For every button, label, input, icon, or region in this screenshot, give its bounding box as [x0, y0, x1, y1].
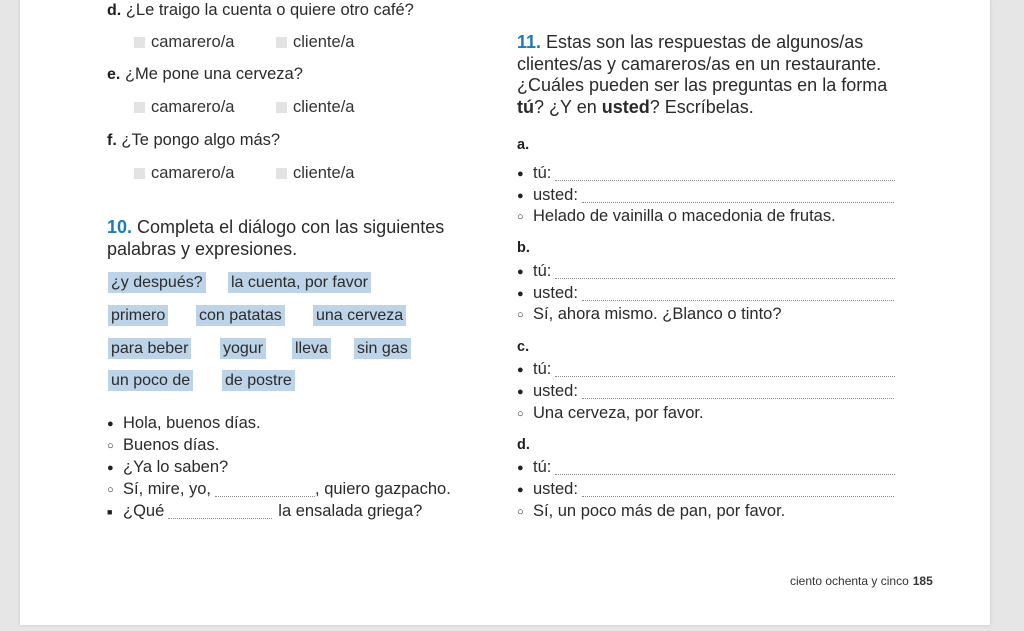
bullet-filled-icon: ●: [517, 461, 524, 474]
answer-text: Sí, un poco más de pan, por favor.: [533, 502, 786, 520]
question-text: ¿Me pone una cerveza?: [124, 65, 303, 83]
word-chip: sin gas: [354, 338, 411, 359]
checkbox[interactable]: [276, 102, 287, 113]
answer-given: [517, 305, 782, 324]
word-chip: la cuenta, por favor: [228, 272, 371, 293]
bullet-filled-icon: ●: [517, 483, 524, 496]
bold-term: usted: [601, 96, 650, 117]
question-letter: d.: [107, 2, 122, 19]
answer-input[interactable]: [582, 384, 894, 399]
answer-given: [517, 404, 704, 423]
dialogue-text: ¿Ya lo saben?: [123, 458, 229, 476]
blank-input[interactable]: [215, 482, 315, 497]
bullet-hollow-icon: ○: [107, 439, 114, 452]
question-f: [107, 131, 280, 150]
answer-line-usted: [517, 480, 894, 499]
answer-input[interactable]: [555, 362, 895, 377]
answer-input[interactable]: [555, 460, 895, 475]
bullet-filled-icon: ●: [517, 385, 524, 398]
checkbox[interactable]: [134, 168, 145, 179]
option-label: camarero/a: [151, 98, 235, 116]
item-letter: a.: [517, 137, 530, 153]
answer-line-tu: [517, 360, 895, 379]
answer-input[interactable]: [555, 166, 895, 181]
option-label: camarero/a: [151, 33, 235, 51]
answer-text: Sí, ahora mismo. ¿Blanco o tinto?: [533, 305, 782, 323]
bullet-hollow-icon: ○: [517, 407, 524, 420]
exercise-number: 10.: [107, 217, 133, 237]
question-text: ¿Te pongo algo más?: [121, 131, 281, 149]
bullet-square-icon: ■: [107, 506, 113, 517]
line-label: tú:: [533, 458, 552, 476]
word-chip: un poco de: [108, 370, 193, 391]
answer-line-usted: [517, 284, 894, 303]
answer-input[interactable]: [555, 264, 895, 279]
answer-input[interactable]: [582, 482, 894, 497]
question-text: ¿Le traigo la cuenta o quiere otro café?: [125, 1, 414, 19]
answer-line-tu: [517, 164, 895, 183]
page-footer: [790, 574, 933, 588]
checkbox[interactable]: [276, 37, 287, 48]
option-label: cliente/a: [293, 164, 355, 182]
dialogue-text: Sí, mire, yo,: [123, 480, 212, 498]
checkbox[interactable]: [134, 102, 145, 113]
page-number-text: ciento ochenta y cinco: [790, 574, 909, 588]
option-cliente[interactable]: [276, 98, 354, 117]
dialogue-text: Buenos días.: [123, 436, 220, 454]
line-label: tú:: [533, 360, 552, 378]
dialogue-line: [107, 436, 219, 455]
answer-line-tu: [517, 458, 895, 477]
dialogue-text: , quiero gazpacho.: [315, 480, 451, 498]
option-cliente[interactable]: [276, 164, 354, 183]
bullet-hollow-icon: ○: [517, 308, 524, 321]
blank-input[interactable]: [168, 504, 272, 519]
word-chip: ¿y después?: [108, 272, 206, 293]
bullet-filled-icon: ●: [517, 363, 524, 376]
answer-text: Helado de vainilla o macedonia de frutas.: [533, 207, 836, 225]
option-label: camarero/a: [151, 164, 235, 182]
bullet-filled-icon: ●: [517, 189, 524, 202]
checkbox[interactable]: [134, 37, 145, 48]
exercise-instruction: ? ¿Y en: [534, 96, 602, 117]
bullet-filled-icon: ●: [107, 417, 114, 430]
answer-given: [517, 207, 836, 226]
word-chip: una cerveza: [313, 305, 406, 326]
dialogue-text: ¿Qué: [123, 502, 165, 520]
exercise-11-title: [517, 32, 912, 118]
question-letter: e.: [107, 66, 121, 83]
bold-term: tú: [517, 96, 534, 117]
exercise-instruction: ? Escríbelas.: [649, 96, 754, 117]
answer-text: Una cerveza, por favor.: [533, 404, 704, 422]
line-label: usted:: [533, 284, 578, 302]
option-camarero[interactable]: [134, 33, 234, 52]
item-letter: d.: [517, 437, 530, 453]
item-letter: c.: [517, 339, 530, 355]
textbook-page: [20, 0, 990, 625]
line-label: usted:: [533, 480, 578, 498]
dialogue-line: [107, 502, 422, 521]
dialogue-line: [107, 414, 261, 433]
question-letter: f.: [107, 132, 117, 149]
dialogue-line: [107, 480, 451, 499]
bullet-filled-icon: ●: [517, 265, 524, 278]
answer-input[interactable]: [582, 188, 894, 203]
word-chip: primero: [108, 305, 168, 326]
checkbox[interactable]: [276, 168, 287, 179]
word-chip: de postre: [222, 370, 295, 391]
bullet-hollow-icon: ○: [517, 505, 524, 518]
exercise-instruction: Estas son las respuestas de algunos/as clientes/as y camareros/as en un restaurante. ¿Cuáles pueden ser las preguntas en la forma: [517, 32, 888, 95]
word-chip: para beber: [108, 338, 191, 359]
line-label: tú:: [533, 262, 552, 280]
option-label: cliente/a: [293, 33, 355, 51]
bullet-hollow-icon: ○: [517, 210, 524, 223]
answer-line-tu: [517, 262, 895, 281]
exercise-instruction: Completa el diálogo con las siguientes palabras y expresiones.: [107, 217, 445, 259]
answer-input[interactable]: [582, 286, 894, 301]
word-chip: con patatas: [196, 305, 285, 326]
dialogue-text: Hola, buenos días.: [123, 414, 261, 432]
answer-given: [517, 502, 785, 521]
answer-line-usted: [517, 382, 894, 401]
option-camarero[interactable]: [134, 98, 234, 117]
bullet-filled-icon: ●: [517, 287, 524, 300]
page-number: 185: [912, 574, 933, 588]
option-camarero[interactable]: [134, 164, 234, 183]
word-chip: yogur: [220, 338, 266, 359]
question-e: [107, 65, 303, 84]
option-label: cliente/a: [293, 98, 355, 116]
word-chip: lleva: [292, 338, 331, 359]
bullet-hollow-icon: ○: [107, 483, 114, 496]
line-label: usted:: [533, 382, 578, 400]
exercise-10-title: [107, 217, 487, 260]
line-label: tú:: [533, 164, 552, 182]
dialogue-line: [107, 458, 228, 477]
item-letter: b.: [517, 240, 530, 256]
question-d: [107, 1, 414, 20]
bullet-filled-icon: ●: [517, 167, 524, 180]
exercise-number: 11.: [517, 32, 542, 52]
line-label: usted:: [533, 186, 578, 204]
answer-line-usted: [517, 186, 894, 205]
dialogue-text: la ensalada griega?: [278, 502, 423, 520]
option-cliente[interactable]: [276, 33, 354, 52]
bullet-filled-icon: ●: [107, 461, 114, 474]
